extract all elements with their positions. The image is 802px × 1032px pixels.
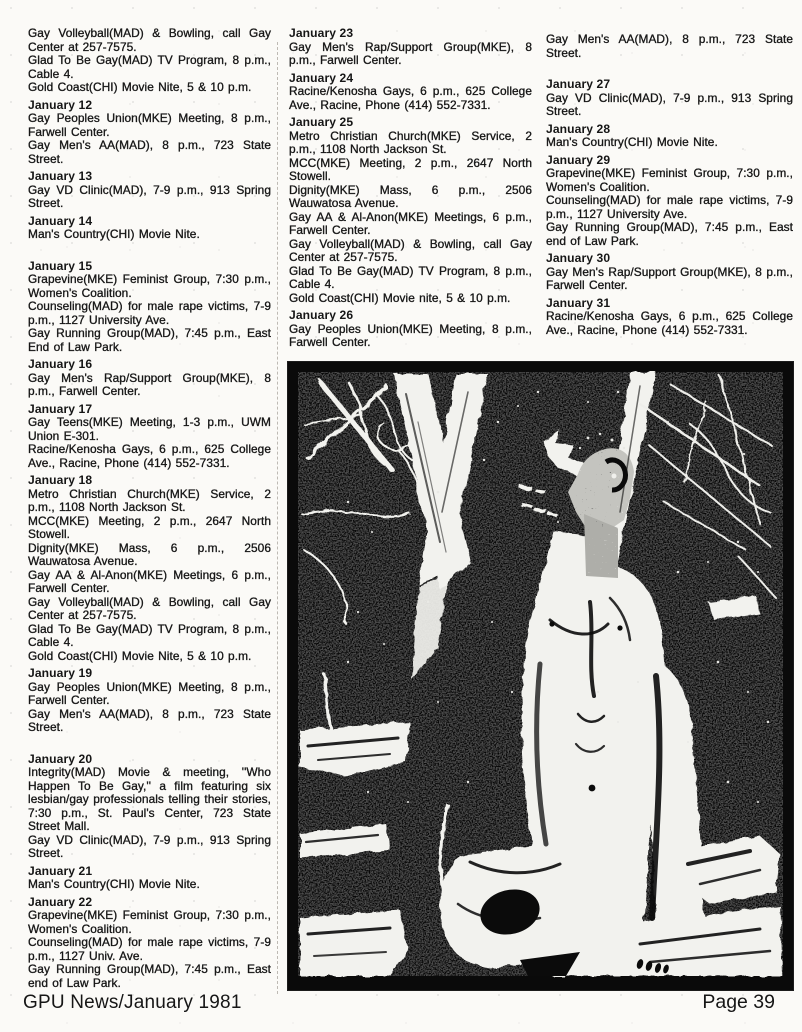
event-entry: Gay Peoples Union(MKE) Meeting, 8 p.m., Farwell Center. [28, 679, 271, 707]
day-block [546, 252, 793, 293]
event-entry: Grapevine(MKE) Feminist Group, 7:30 p.m., Women's Coalition. [28, 272, 271, 300]
event-entry: Dignity(MKE) Mass, 6 p.m., 2506 Wauwatosa Avenue. [28, 540, 271, 568]
photo-halftone [288, 362, 793, 990]
date-heading: January 29 [546, 152, 611, 167]
date-heading: January 23 [289, 26, 354, 40]
event-entry: Gay Men's Rap/Support Group(MKE), 8 p.m., Farwell Center. [546, 264, 793, 292]
calendar-column-left [28, 27, 271, 990]
event-entry: Counseling(MAD) for male rape victims, 7-9 p.m., 1127 University Ave. [546, 193, 793, 221]
event-entry: Gay Men's Rap/Support Group(MKE), 8 p.m., Farwell Center. [289, 39, 532, 67]
day-block [28, 215, 271, 242]
day-block [28, 667, 271, 735]
date-heading: January 26 [289, 308, 354, 322]
date-heading: January 25 [289, 115, 354, 129]
date-heading: January 31 [546, 295, 611, 310]
day-block [28, 27, 271, 95]
calendar-column-middle [289, 27, 532, 350]
event-entry: Gay Men's AA(MAD), 8 p.m., 723 State Street. [546, 32, 793, 60]
event-entry: Racine/Kenosha Gays, 6 p.m., 625 College Ave., Racine, Phone (414) 552-7331. [546, 309, 793, 337]
event-entry: Gay VD Clinic(MAD), 7-9 p.m., 913 Spring Street. [28, 182, 271, 210]
event-entry: Gay Volleyball(MAD) & Bowling, call Gay Center at 257-7575. [289, 236, 532, 264]
date-heading: January 19 [28, 666, 93, 680]
photo-illustration [288, 362, 793, 990]
day-block [28, 865, 271, 892]
event-entry: Grapevine(MKE) Feminist Group, 7:30 p.m., Women's Coalition. [28, 908, 271, 936]
footer-publication: GPU News/January 1981 [23, 992, 242, 1013]
footer-page-number: Page 39 [702, 991, 775, 1013]
event-entry: Man's Country(CHI) Movie Nite. [546, 135, 718, 149]
date-heading: January 27 [546, 77, 611, 91]
event-entry: MCC(MKE) Meeting, 2 p.m., 2647 North Stowell. [289, 155, 532, 183]
day-block [28, 403, 271, 471]
date-heading: January 16 [28, 357, 93, 371]
event-entry: Integrity(MAD) Movie & meeting, ''Who Happen To Be Gay,'' a film featuring six lesbian/gay professionals telling their stories, 7:30 p.m., St. Paul's Center, 723 State Street Mall. [28, 765, 271, 833]
event-entry: Counseling(MAD) for male rape victims, 7-9 p.m., 1127 University Ave. [28, 299, 271, 327]
event-entry: Gay Running Group(MAD), 7:45 p.m., East End of Law Park. [28, 326, 271, 354]
event-entry: Gay Running Group(MAD), 7:45 p.m., East end of Law Park. [546, 220, 793, 248]
event-entry: Gay Peoples Union(MKE) Meeting, 8 p.m., Farwell Center. [289, 321, 532, 349]
event-entry: Metro Christian Church(MKE) Service, 2 p.m., 1108 North Jackson St. [28, 486, 271, 514]
day-block [289, 72, 532, 113]
day-block [546, 154, 793, 249]
event-entry: Gay Volleyball(MAD) & Bowling, call Gay Center at 257-7575. [28, 26, 271, 54]
day-block [28, 99, 271, 167]
date-heading: January 21 [28, 863, 93, 878]
event-entry: Metro Christian Church(MKE) Service, 2 p.m., 1108 North Jackson St. [289, 128, 532, 156]
event-entry: Gay AA & Al-Anon(MKE) Meetings, 6 p.m., Farwell Center. [289, 209, 532, 237]
day-block [289, 116, 532, 305]
day-block [28, 170, 271, 211]
calendar-column-right [546, 33, 793, 337]
event-entry: Racine/Kenosha Gays, 6 p.m., 625 College Ave., Racine, Phone (414) 552-7331. [28, 442, 271, 470]
day-block [289, 309, 532, 350]
date-heading: January 22 [28, 894, 93, 909]
event-entry: Gay VD Clinic(MAD), 7-9 p.m., 913 Spring Street. [546, 90, 793, 118]
event-entry: Gold Coast(CHI) Movie Nite, 5 & 10 p.m. [28, 648, 252, 663]
date-heading: January 18 [28, 473, 93, 487]
event-entry: Glad To Be Gay(MAD) TV Program, 8 p.m., Cable 4. [289, 263, 532, 291]
day-block [28, 896, 271, 991]
event-entry: Gay Men's Rap/Support Group(MKE), 8 p.m., Farwell Center. [28, 370, 271, 398]
event-entry: Gold Coast(CHI) Movie nite, 5 & 10 p.m. [289, 290, 511, 305]
event-entry: Glad To Be Gay(MAD) TV Program, 8 p.m., Cable 4. [28, 53, 271, 81]
date-heading: January 24 [289, 70, 354, 85]
date-heading: January 12 [28, 97, 93, 112]
event-entry: Gay AA & Al-Anon(MKE) Meetings, 6 p.m., Farwell Center. [28, 567, 271, 595]
day-block [546, 33, 793, 60]
date-heading: January 14 [28, 213, 93, 228]
event-entry: Gay Running Group(MAD), 7:45 p.m., East end of Law Park. [28, 962, 271, 990]
event-entry: Racine/Kenosha Gays, 6 p.m., 625 College Ave., Racine, Phone (414) 552-7331. [289, 84, 532, 112]
event-entry: Man's Country(CHI) Movie Nite. [28, 227, 200, 241]
event-entry: Man's Country(CHI) Movie Nite. [28, 877, 200, 891]
date-heading: January 20 [28, 751, 93, 766]
event-entry: Gay Teens(MKE) Meeting, 1-3 p.m., UWM Union E-301. [28, 415, 271, 443]
day-block [28, 753, 271, 861]
date-heading: January 13 [28, 169, 93, 183]
day-block [546, 297, 793, 338]
date-heading: January 28 [546, 121, 611, 136]
event-entry: Gay Volleyball(MAD) & Bowling, call Gay Center at 257-7575. [28, 594, 271, 622]
date-heading: January 30 [546, 251, 611, 265]
event-entry: Gay Men's AA(MAD), 8 p.m., 723 State Street. [28, 706, 271, 734]
day-block [546, 123, 793, 150]
day-block [546, 78, 793, 119]
event-entry: Gay Men's AA(MAD), 8 p.m., 723 State Street. [28, 138, 271, 166]
event-entry: Gay Peoples Union(MKE) Meeting, 8 p.m., Farwell Center. [28, 111, 271, 139]
column-divider-rule [277, 42, 278, 994]
day-block [289, 27, 532, 68]
date-heading: January 15 [28, 258, 93, 273]
event-entry: Glad To Be Gay(MAD) TV Program, 8 p.m., Cable 4. [28, 621, 271, 649]
event-entry: Grapevine(MKE) Feminist Group, 7:30 p.m., Women's Coalition. [546, 166, 793, 194]
event-entry: Gay VD Clinic(MAD), 7-9 p.m., 913 Spring Street. [28, 832, 271, 860]
event-entry: Gold Coast(CHI) Movie Nite, 5 & 10 p.m. [28, 80, 252, 94]
event-entry: Counseling(MAD) for male rape victims, 7-9 p.m., 1127 Univ. Ave. [28, 935, 271, 963]
date-heading: January 17 [28, 401, 93, 416]
event-entry: Dignity(MKE) Mass, 6 p.m., 2506 Wauwatosa Avenue. [289, 182, 532, 210]
day-block [28, 358, 271, 399]
event-entry: MCC(MKE) Meeting, 2 p.m., 2647 North Stowell. [28, 513, 271, 541]
day-block [28, 260, 271, 355]
day-block [28, 474, 271, 663]
